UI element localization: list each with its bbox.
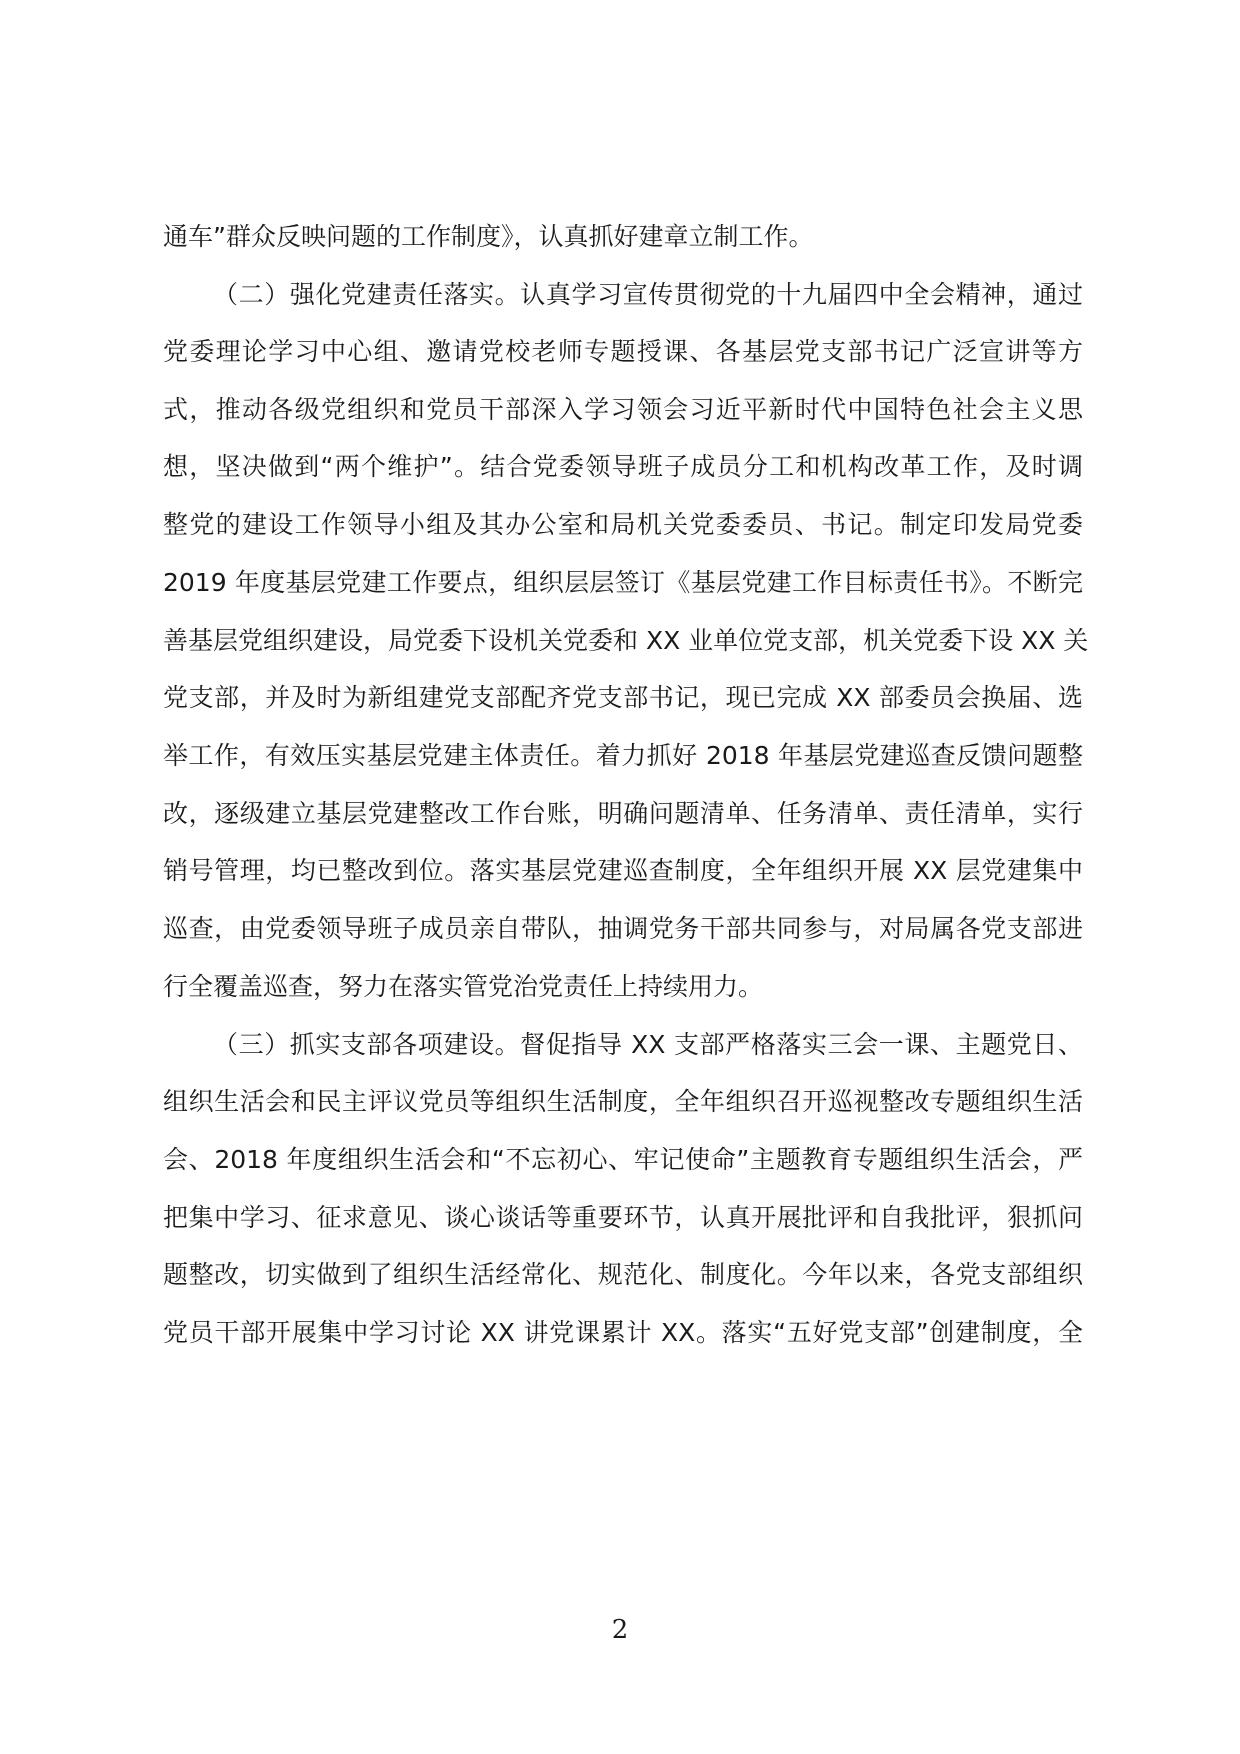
text-line: 党委理论学习中心组、邀请党校老师专题授课、各基层党支部书记广泛宣讲等方 (163, 337, 1083, 366)
text-line: 2019 年度基层党建工作要点，组织层层签订《基层党建工作目标责任书》。不断完 (163, 568, 1083, 597)
page-number: 2 (611, 1615, 629, 1645)
section-heading-line: （二）强化党建责任落实。认真学习宣传贯彻党的十九届四中全会精神，通过 (213, 280, 1083, 309)
text-line: 式，推动各级党组织和党员干部深入学习领会习近平新时代中国特色社会主义思 (163, 395, 1083, 424)
text-line: 组织生活会和民主评议党员等组织生活制度，全年组织召开巡视整改专题组织生活 (163, 1087, 1083, 1116)
text-line: 把集中学习、征求意见、谈心谈话等重要环节，认真开展批评和自我批评，狠抓问 (163, 1203, 1083, 1232)
text-line: 会、2018 年度组织生活会和“不忘初心、牢记使命”主题教育专题组织生活会，严 (163, 1145, 1083, 1174)
text-line: 整党的建设工作领导小组及其办公室和局机关党委委员、书记。制定印发局党委 (163, 510, 1083, 539)
text-line: 题整改，切实做到了组织生活经常化、规范化、制度化。今年以来，各党支部组织 (163, 1260, 1083, 1289)
text-line: 党支部，并及时为新组建党支部配齐党支部书记，现已完成 XX 部委员会换届、选 (163, 683, 1083, 712)
text-line: 党员干部开展集中学习讨论 XX 讲党课累计 XX。落实“五好党支部”创建制度，全 (163, 1318, 1083, 1347)
text-line: 通车”群众反映问题的工作制度》，认真抓好建章立制工作。 (163, 222, 814, 251)
text-line: 改，逐级建立基层党建整改工作台账，明确问题清单、任务清单、责任清单，实行 (163, 799, 1083, 828)
text-line: 举工作，有效压实基层党建主体责任。着力抓好 2018 年基层党建巡查反馈问题整 (163, 741, 1083, 770)
text-line: 销号管理，均已整改到位。落实基层党建巡查制度，全年组织开展 XX 层党建集中 (163, 856, 1083, 885)
text-line: 巡查，由党委领导班子成员亲自带队，抽调党务干部共同参与，对局属各党支部进 (163, 914, 1083, 943)
text-line: 善基层党组织建设，局党委下设机关党委和 XX 业单位党支部，机关党委下设 XX 关 (163, 626, 1089, 655)
text-line: 行全覆盖巡查，努力在落实管党治党责任上持续用力。 (163, 972, 764, 1001)
section-heading-line: （三）抓实支部各项建设。督促指导 XX 支部严格落实三会一课、主题党日、 (213, 1030, 1083, 1059)
text-line: 想，坚决做到“两个维护”。结合党委领导班子成员分工和机构改革工作，及时调 (163, 452, 1083, 481)
